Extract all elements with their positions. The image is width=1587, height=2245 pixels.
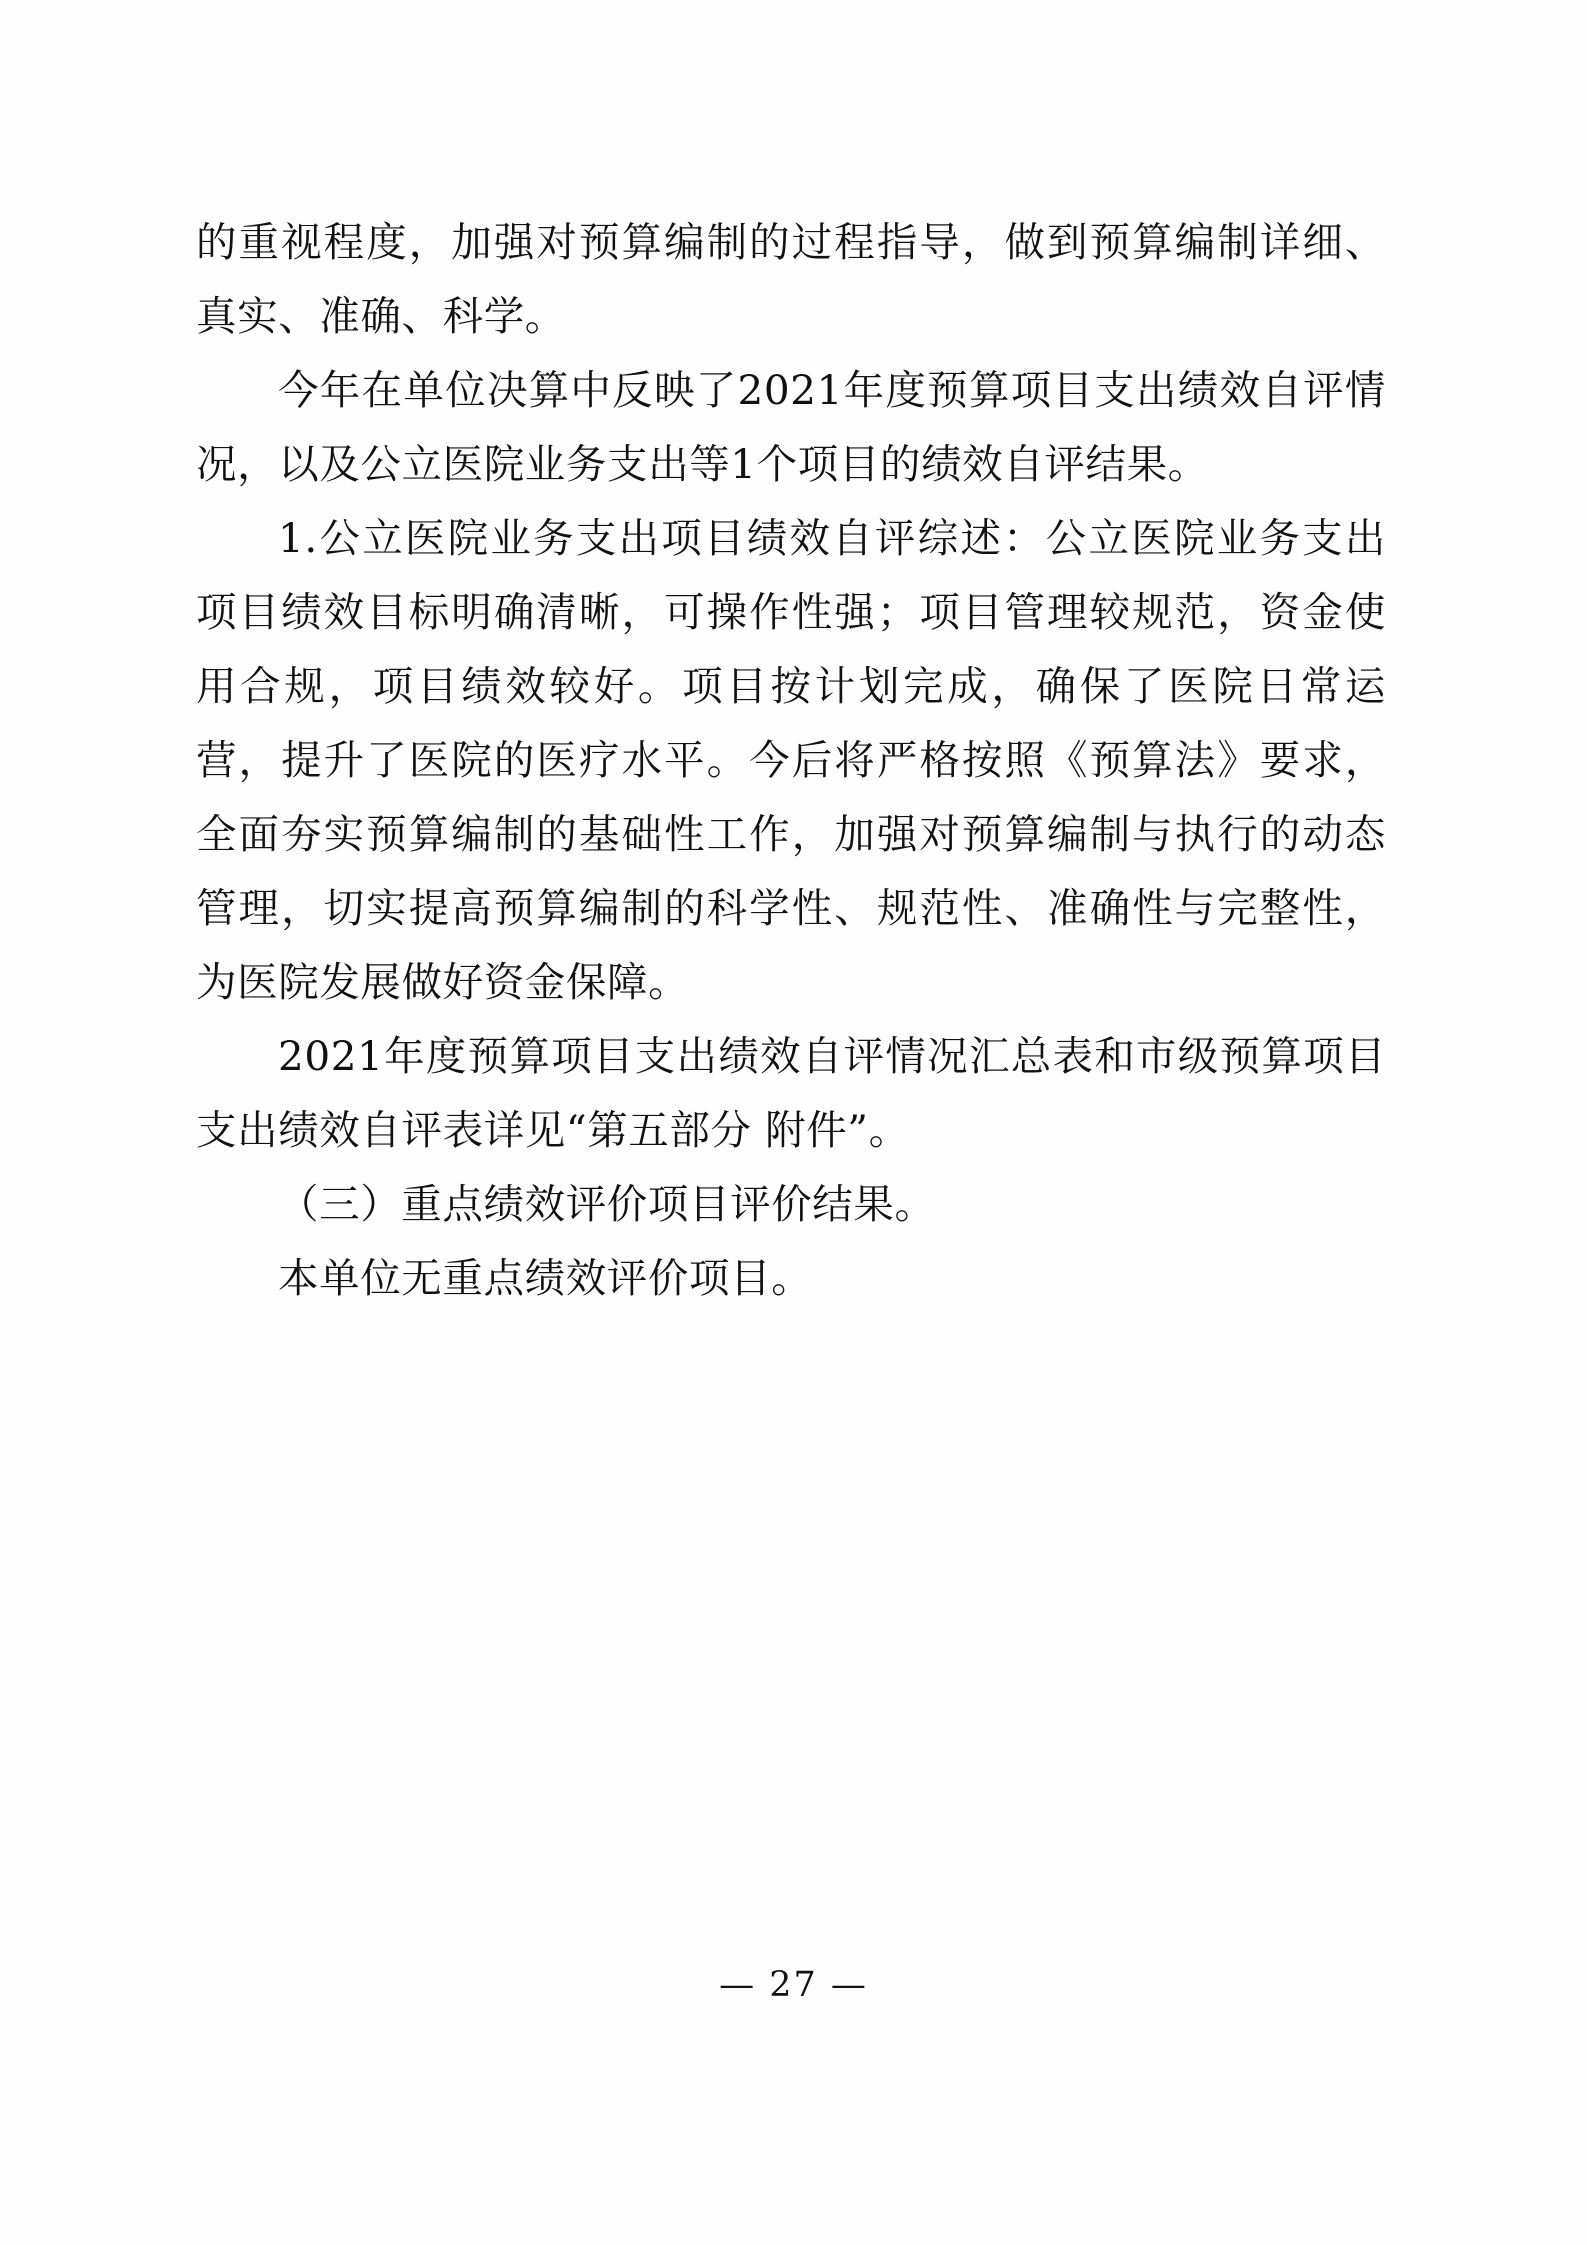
paragraph-1: 的重视程度，加强对预算编制的过程指导，做到预算编制详细、真实、准确、科学。	[196, 218, 1386, 340]
paragraph-4: 2021年度预算项目支出绩效自评情况汇总表和市级预算项目支出绩效自评表详见“第五部分 附件”。	[196, 1032, 1386, 1154]
paragraph-2: 今年在单位决算中反映了2021年度预算项目支出绩效自评情况，以及公立医院业务支出等1个项目的绩效自评结果。	[196, 366, 1386, 488]
document-body	[196, 205, 1386, 1315]
paragraph-6: 本单位无重点绩效评价项目。	[278, 1254, 813, 1302]
page-number: — 27 —	[719, 1965, 868, 2005]
paragraph-5-section-heading: （三）重点绩效评价项目评价结果。	[278, 1180, 936, 1228]
paragraph-3: 1.公立医院业务支出项目绩效自评综述：公立医院业务支出项目绩效目标明确清晰，可操作性强；项目管理较规范，资金使用合规，项目绩效较好。项目按计划完成，确保了医院日常运营，提升了医院的医疗水平。今后将严格按照《预算法》要求，全面夯实预算编制的基础性工作，加强对预算编制与执行的动态管理，切实提高预算编制的科学性、规范性、准确性与完整性，为医院发展做好资金保障。	[196, 514, 1386, 1006]
